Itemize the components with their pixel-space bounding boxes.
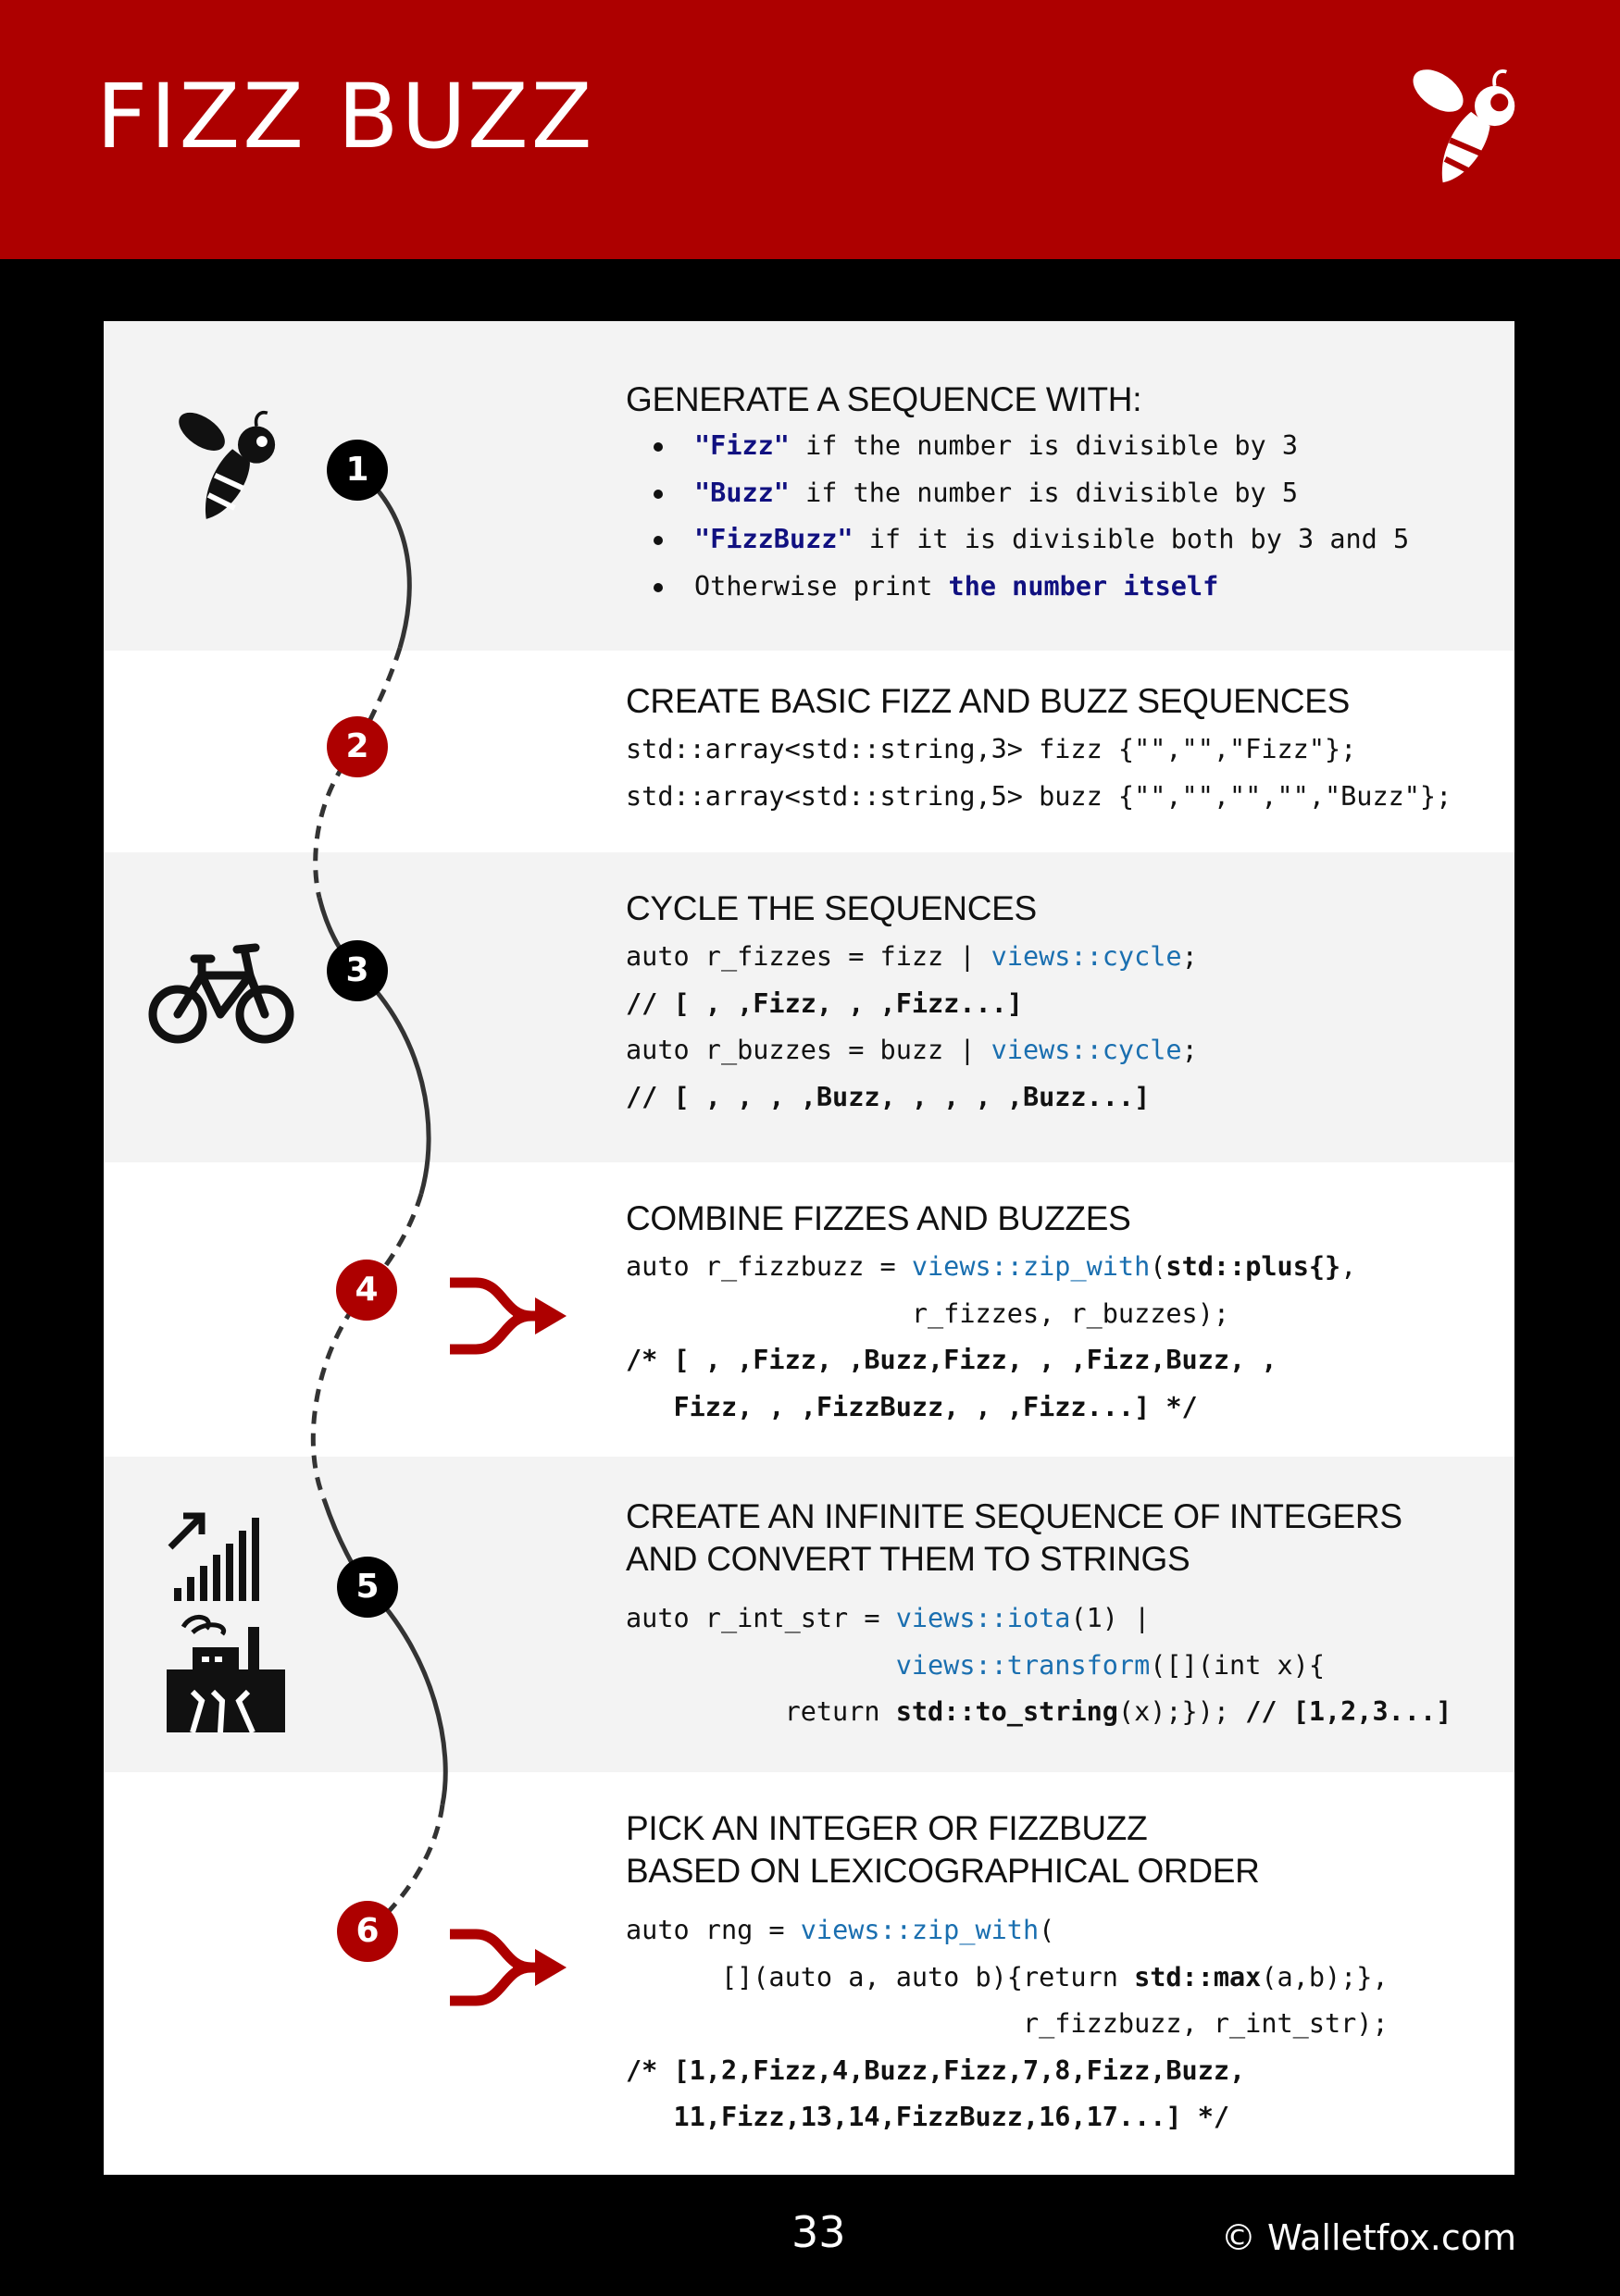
step-1-badge: 1 <box>327 440 388 501</box>
merge-arrow-icon <box>448 1927 568 2008</box>
bee-icon <box>171 405 280 526</box>
code-bold: /* [ , ,Fizz, ,Buzz,Fizz, , ,Fizz,Buzz, , <box>626 1345 1277 1375</box>
code-text: Otherwise print <box>694 570 949 602</box>
factory-growth-icon <box>165 1507 289 1734</box>
copyright-link[interactable]: © Walletfox.com <box>1220 2217 1516 2258</box>
code-bold: /* [1,2,Fizz,4,Buzz,Fizz,7,8,Fizz,Buzz, <box>626 2054 1246 2086</box>
code-text: auto r_int_str = <box>626 1603 896 1633</box>
code-bold: std::plus{} <box>1165 1251 1341 1282</box>
code-text: (a,b);}, <box>1261 1961 1389 1992</box>
code-bold: // [1,2,3...] <box>1245 1696 1452 1727</box>
page-title: FIZZ BUZZ <box>96 65 595 168</box>
code-bold: std::to_string <box>895 1696 1118 1727</box>
code-highlight: "Buzz" <box>694 477 790 508</box>
code-keyword: views::zip_with <box>800 1915 1040 1945</box>
step-4-badge: 4 <box>336 1260 397 1321</box>
code-text: ([](int x){ <box>1150 1649 1325 1681</box>
section-heading: GENERATE A SEQUENCE WITH: <box>626 380 1142 418</box>
code-text: r_fizzes, r_buzzes); <box>626 1297 1230 1329</box>
code-keyword: views::transform <box>895 1649 1151 1681</box>
code-text: if the number is divisible by 5 <box>789 477 1299 508</box>
code-text: ( <box>1039 1915 1055 1945</box>
code-text: if it is divisible both by 3 and 5 <box>853 524 1410 554</box>
code-text: if the number is divisible by 3 <box>789 430 1299 461</box>
code-text: std::array<std::string,3> fizz {"","","Fizz"}; <box>626 734 1357 764</box>
code-text: (1) | <box>1070 1603 1151 1633</box>
bicycle-icon <box>148 938 294 1046</box>
code-bold: std::max <box>1134 1961 1262 1992</box>
page-number: 33 <box>791 2207 846 2257</box>
code-text: , <box>1340 1251 1357 1282</box>
path-dashed <box>313 1290 367 1499</box>
code-text: [](auto a, auto b){return <box>626 1961 1135 1992</box>
code-keyword: views::iota <box>895 1603 1071 1633</box>
code-text: ; <box>1181 941 1198 972</box>
section-heading-line-2: BASED ON LEXICOGRAPHICAL ORDER <box>626 1852 1260 1890</box>
code-text: std::array<std::string,5> buzz {"","","","","Buzz"}; <box>626 780 1452 812</box>
step-6-badge: 6 <box>337 1901 398 1962</box>
step-5-badge: 5 <box>337 1557 398 1618</box>
merge-arrow-icon <box>448 1275 568 1357</box>
code-text: auto rng = <box>626 1915 801 1945</box>
code-keyword: views::cycle <box>991 941 1182 972</box>
path-solid <box>368 1587 445 1805</box>
code-text: (x);}); <box>1117 1696 1246 1727</box>
code-text: auto r_fizzbuzz = <box>626 1251 912 1282</box>
code-text: ( <box>1150 1251 1166 1282</box>
section-heading: CREATE BASIC FIZZ AND BUZZ SEQUENCES <box>626 682 1351 720</box>
section-heading: COMBINE FIZZES AND BUZZES <box>626 1199 1131 1237</box>
code-bold: Fizz, , ,FizzBuzz, , ,Fizz...] */ <box>626 1391 1198 1422</box>
code-text: auto r_fizzes = fizz | <box>626 941 991 972</box>
section-heading-line-1: CREATE AN INFINITE SEQUENCE OF INTEGERS <box>626 1497 1402 1535</box>
section-heading-line-2: AND CONVERT THEM TO STRINGS <box>626 1540 1190 1578</box>
code-highlight: "Fizz" <box>694 430 790 461</box>
code-bold: 11,Fizz,13,14,FizzBuzz,16,17...] */ <box>626 2102 1230 2132</box>
section-heading: CYCLE THE SEQUENCES <box>626 889 1037 927</box>
code-highlight: "FizzBuzz" <box>694 524 854 554</box>
path-solid <box>357 971 429 1194</box>
code-text: auto r_buzzes = buzz | <box>626 1035 991 1065</box>
code-highlight: the number itself <box>948 570 1219 602</box>
code-text: r_fizzbuzz, r_int_str); <box>626 2008 1389 2039</box>
step-3-badge: 3 <box>327 940 388 1001</box>
code-text: ; <box>1181 1035 1198 1065</box>
section-heading-line-1: PICK AN INTEGER OR FIZZBUZZ <box>626 1809 1148 1847</box>
code-bold: // [ , ,Fizz, , ,Fizz...] <box>626 987 1023 1019</box>
code-keyword: views::zip_with <box>911 1251 1151 1282</box>
code-text: return <box>626 1696 896 1727</box>
step-2-badge: 2 <box>327 716 388 777</box>
code-bold: // [ , , , ,Buzz, , , , ,Buzz...] <box>626 1081 1151 1112</box>
code-keyword: views::cycle <box>991 1035 1182 1065</box>
